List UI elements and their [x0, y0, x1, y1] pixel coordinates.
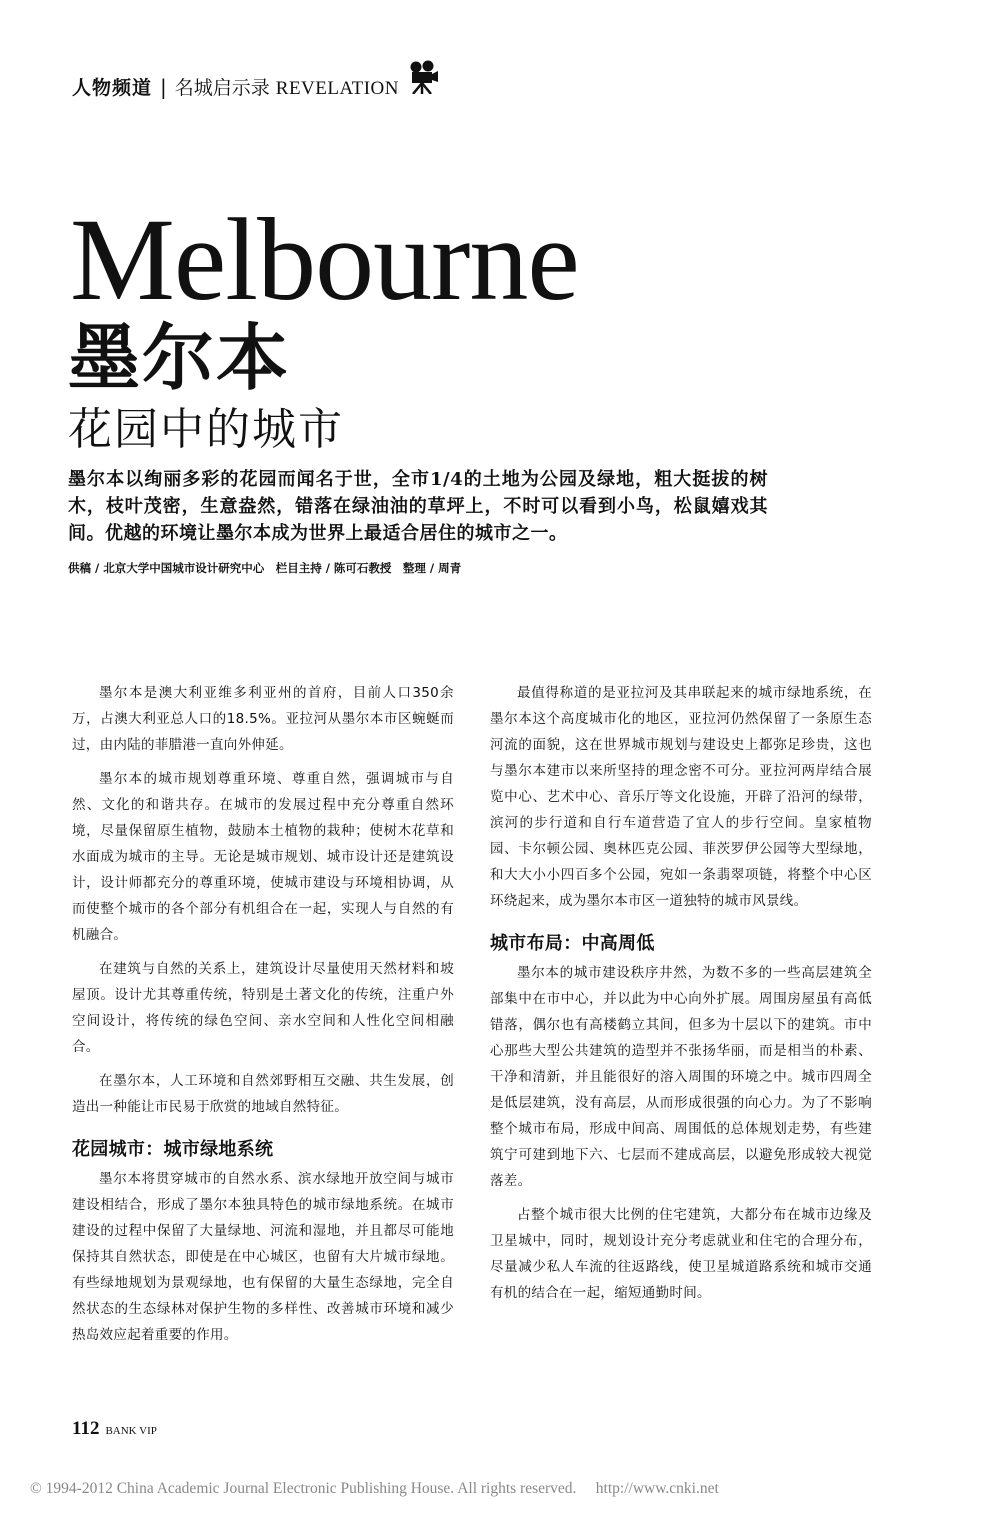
body-paragraph: 占整个城市很大比例的住宅建筑，大都分布在城市边缘及卫星城中，同时，规划设计充分考虑就业和住宅的合理分布，尽量减少私人车流的往返路线，使卫星城道路系统和城市交通有机的结合在一起，缩短通勤时间。 — [490, 1207, 872, 1301]
film-camera-icon — [407, 60, 439, 94]
page-number: 112 — [72, 1418, 100, 1439]
section-heading: 城市布局：中高周低 — [490, 933, 655, 954]
body-paragraph: 在墨尔本，人工环境和自然郊野相互交融、共生发展，创造出一种能让市民易于欣赏的地域自然特征。 — [72, 1073, 454, 1115]
page-footer — [72, 1418, 157, 1440]
magazine-name: BANK VIP — [105, 1425, 157, 1437]
body-paragraph: 最值得称道的是亚拉河及其串联起来的城市绿地系统，在墨尔本这个高度城市化的地区，亚拉河仍然保留了一条原生态河流的面貌，这在世界城市规划与建设史上都弥足珍贵，这也与墨尔本建市以来所坚持的理念密不可分。亚拉河两岸结合展览中心、艺术中心、音乐厅等文化设施，开辟了沿河的绿带，滨河的步行道和自行车道营造了宜人的步行空间。皇家植物园、卡尔顿公园、奥林匹克公园、菲茨罗伊公园等大型绿地，和大大小小四百多个公园，宛如一条翡翠项链，将整个中心区环绕起来，成为墨尔本市区一道独特的城市风景线。 — [490, 685, 872, 909]
lead-paragraph: 墨尔本以绚丽多彩的花园而闻名于世，全市1/4的土地为公园及绿地，粗大挺拔的树木，枝叶茂密，生意盎然，错落在绿油油的草坪上，不时可以看到小鸟，松鼠嬉戏其间。优越的环境让墨尔本成为世界上最适合居住的城市之一。 — [68, 469, 768, 544]
header-separator: | — [160, 75, 167, 99]
body-paragraph: 在建筑与自然的关系上，建筑设计尽量使用天然材料和坡屋顶。设计尤其尊重传统，特别是土著文化的传统，注重户外空间设计，将传统的绿色空间、亲水空间和人性化空间相融合。 — [72, 961, 454, 1055]
body-paragraph: 墨尔本的城市建设秩序井然，为数不多的一些高层建筑全部集中在市中心，并以此为中心向外扩展。周围房屋虽有高低错落，偶尔也有高楼鹤立其间，但多为十层以下的建筑。市中心那些大型公共建筑的造型并不张扬华丽，而是相当的朴素、干净和清新，并且能很好的溶入周围的环境之中。城市四周全是低层建筑，没有高层，从而形成很强的向心力。为了不影响整个城市布局，形成中间高、周围低的总体规划走势，有些建筑宁可建到地下六、七层而不建成高层，以避免形成较大视觉落差。 — [490, 965, 872, 1189]
left-column — [72, 680, 454, 1356]
body-paragraph: 墨尔本将贯穿城市的自然水系、滨水绿地开放空间与城市建设相结合，形成了墨尔本独具特色的城市绿地系统。在城市建设的过程中保留了大量绿地、河流和湿地，并且都尽可能地保持其自然状态，即使是在中心城区，也留有大片城市绿地。有些绿地规划为景观绿地，也有保留的大量生态绿地，完全自然状态的生态绿林对保护生物的多样性、改善城市环境和减少热岛效应起着重要的作用。 — [72, 1171, 454, 1343]
channel-label: 人物频道 — [72, 77, 153, 99]
section-label: 名城启示录 — [174, 77, 270, 99]
subtitle: 花园中的城市 — [68, 404, 344, 455]
title-chinese: 墨尔本 — [68, 316, 291, 400]
copyright-notice: © 1994-2012 China Academic Journal Electronic Publishing House. All rights reserved. http://www.cnki.net — [30, 1480, 719, 1497]
right-column — [490, 680, 872, 1314]
body-paragraph: 墨尔本是澳大利亚维多利亚州的首府，目前人口350余万，占澳大利亚总人口的18.5%。亚拉河从墨尔本市区蜿蜒而过，由内陆的菲腊港一直向外伸延。 — [72, 685, 454, 753]
section-heading: 花园城市：城市绿地系统 — [72, 1139, 274, 1160]
section-english-label: REVELATION — [275, 78, 399, 99]
credits-line: 供稿 / 北京大学中国城市设计研究中心 栏目主持 / 陈可石教授 整理 / 周青 — [68, 561, 462, 575]
body-paragraph: 墨尔本的城市规划尊重环境、尊重自然，强调城市与自然、文化的和谐共存。在城市的发展过程中充分尊重自然环境，尽量保留原生植物，鼓励本土植物的栽种；使树木花草和水面成为城市的主导。无论是城市规划、城市设计还是建筑设计，设计师都充分的尊重环境，使城市建设与环境相协调，从而使整个城市的各个部分有机组合在一起，实现人与自然的有机融合。 — [72, 771, 454, 943]
title-english: Melbourne — [70, 194, 579, 325]
column-header — [72, 60, 439, 99]
